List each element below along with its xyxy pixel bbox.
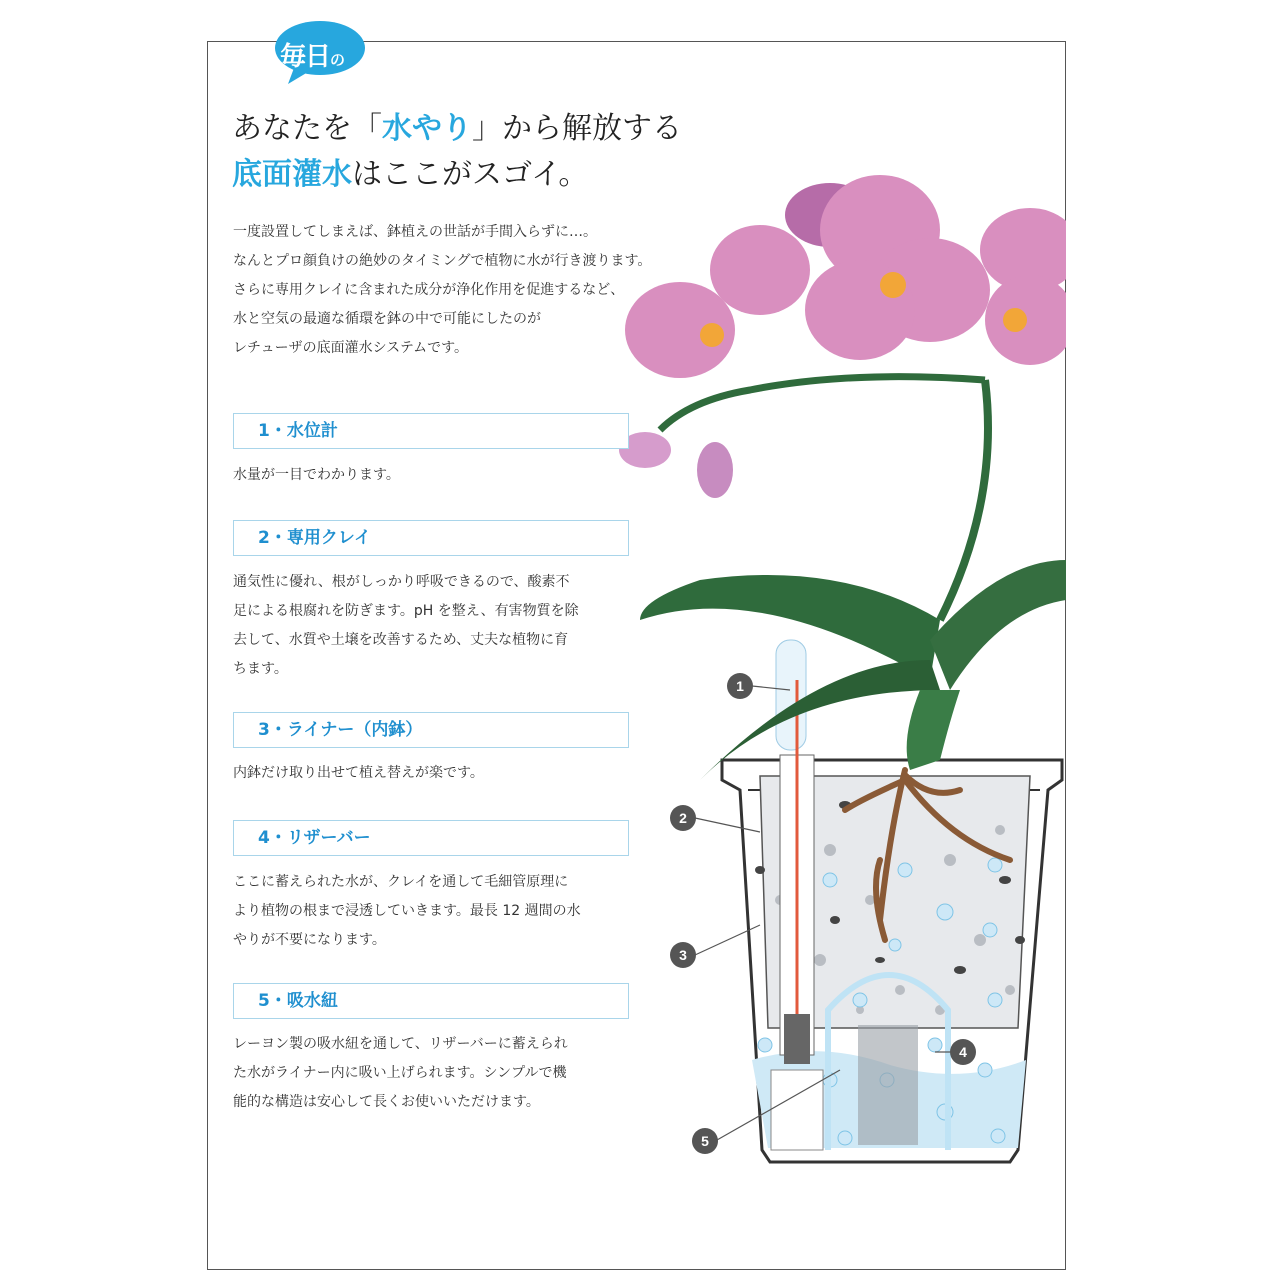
- feature-2-heading: 2・専用クレイ: [233, 520, 629, 556]
- feature-5-body: [233, 1030, 633, 1117]
- feature-5-heading: 5・吸水紐: [233, 983, 629, 1019]
- intro-line: なんとプロ顔負けの絶妙のタイミングで植物に水が行き渡ります。: [233, 253, 652, 269]
- feature-3-body: [233, 759, 633, 788]
- intro-line: 一度設置してしまえば、鉢植えの世話が手間入らずに…。: [233, 224, 597, 240]
- badge-main: 毎日: [280, 42, 331, 72]
- feature-4-heading: 4・リザーバー: [233, 820, 629, 856]
- feature-line: ここに蓄えられた水が、クレイを通して毛細管原理に: [233, 874, 569, 890]
- feature-1-body: [233, 461, 633, 490]
- callout-4-label: 4: [959, 1044, 967, 1060]
- feature-line: ちます。: [233, 661, 288, 677]
- feature-line: 水量が一目でわかります。: [233, 467, 400, 483]
- feature-line: 去して、水質や土壌を改善するため、丈夫な植物に育: [233, 632, 569, 648]
- feature-line: 能的な構造は安心して長くお使いいただけます。: [233, 1094, 540, 1110]
- orchid-pot-illustration: [600, 175, 1066, 1175]
- headline-highlight: 底面灌水: [232, 157, 352, 192]
- headline-text: はここがスゴイ。: [352, 157, 589, 192]
- feature-line: より植物の根まで浸透していきます。最長 12 週間の水: [233, 903, 581, 919]
- headline-text: 」から解放する: [472, 111, 682, 146]
- callout-1-label: 1: [736, 678, 744, 694]
- callout-3-label: 3: [679, 947, 687, 963]
- feature-line: た水がライナー内に吸い上げられます。シンプルで機: [233, 1065, 567, 1081]
- headline-line-1: [232, 106, 682, 152]
- intro-line: さらに専用クレイに含まれた成分が浄化作用を促進するなど、: [233, 282, 625, 298]
- badge-particle: の: [330, 51, 345, 69]
- feature-line: レーヨン製の吸水紐を通して、リザーバーに蓄えられ: [233, 1036, 568, 1052]
- feature-3-heading: 3・ライナー（内鉢）: [233, 712, 629, 748]
- badge-label: [280, 36, 360, 70]
- intro-line: 水と空気の最適な循環を鉢の中で可能にしたのが: [233, 311, 541, 327]
- orchid-flowers: [625, 175, 1066, 378]
- headline-highlight: 水やり: [382, 111, 472, 146]
- callout-5-label: 5: [701, 1133, 709, 1149]
- feature-2-body: [233, 568, 633, 684]
- intro-paragraph: [233, 218, 651, 363]
- feature-4-body: [233, 868, 633, 955]
- feature-1-heading: 1・水位計: [233, 413, 629, 449]
- headline-text: あなたを「: [232, 111, 382, 146]
- callout-2-label: 2: [679, 810, 687, 826]
- feature-line: 足による根腐れを防ぎます。pH を整え、有害物質を除: [233, 603, 579, 619]
- feature-line: 内鉢だけ取り出せて植え替えが楽です。: [233, 765, 484, 781]
- feature-line: 通気性に優れ、根がしっかり呼吸できるので、酸素不: [233, 574, 570, 590]
- intro-line: レチューザの底面灌水システムです。: [233, 340, 469, 356]
- feature-line: やりが不要になります。: [233, 932, 386, 948]
